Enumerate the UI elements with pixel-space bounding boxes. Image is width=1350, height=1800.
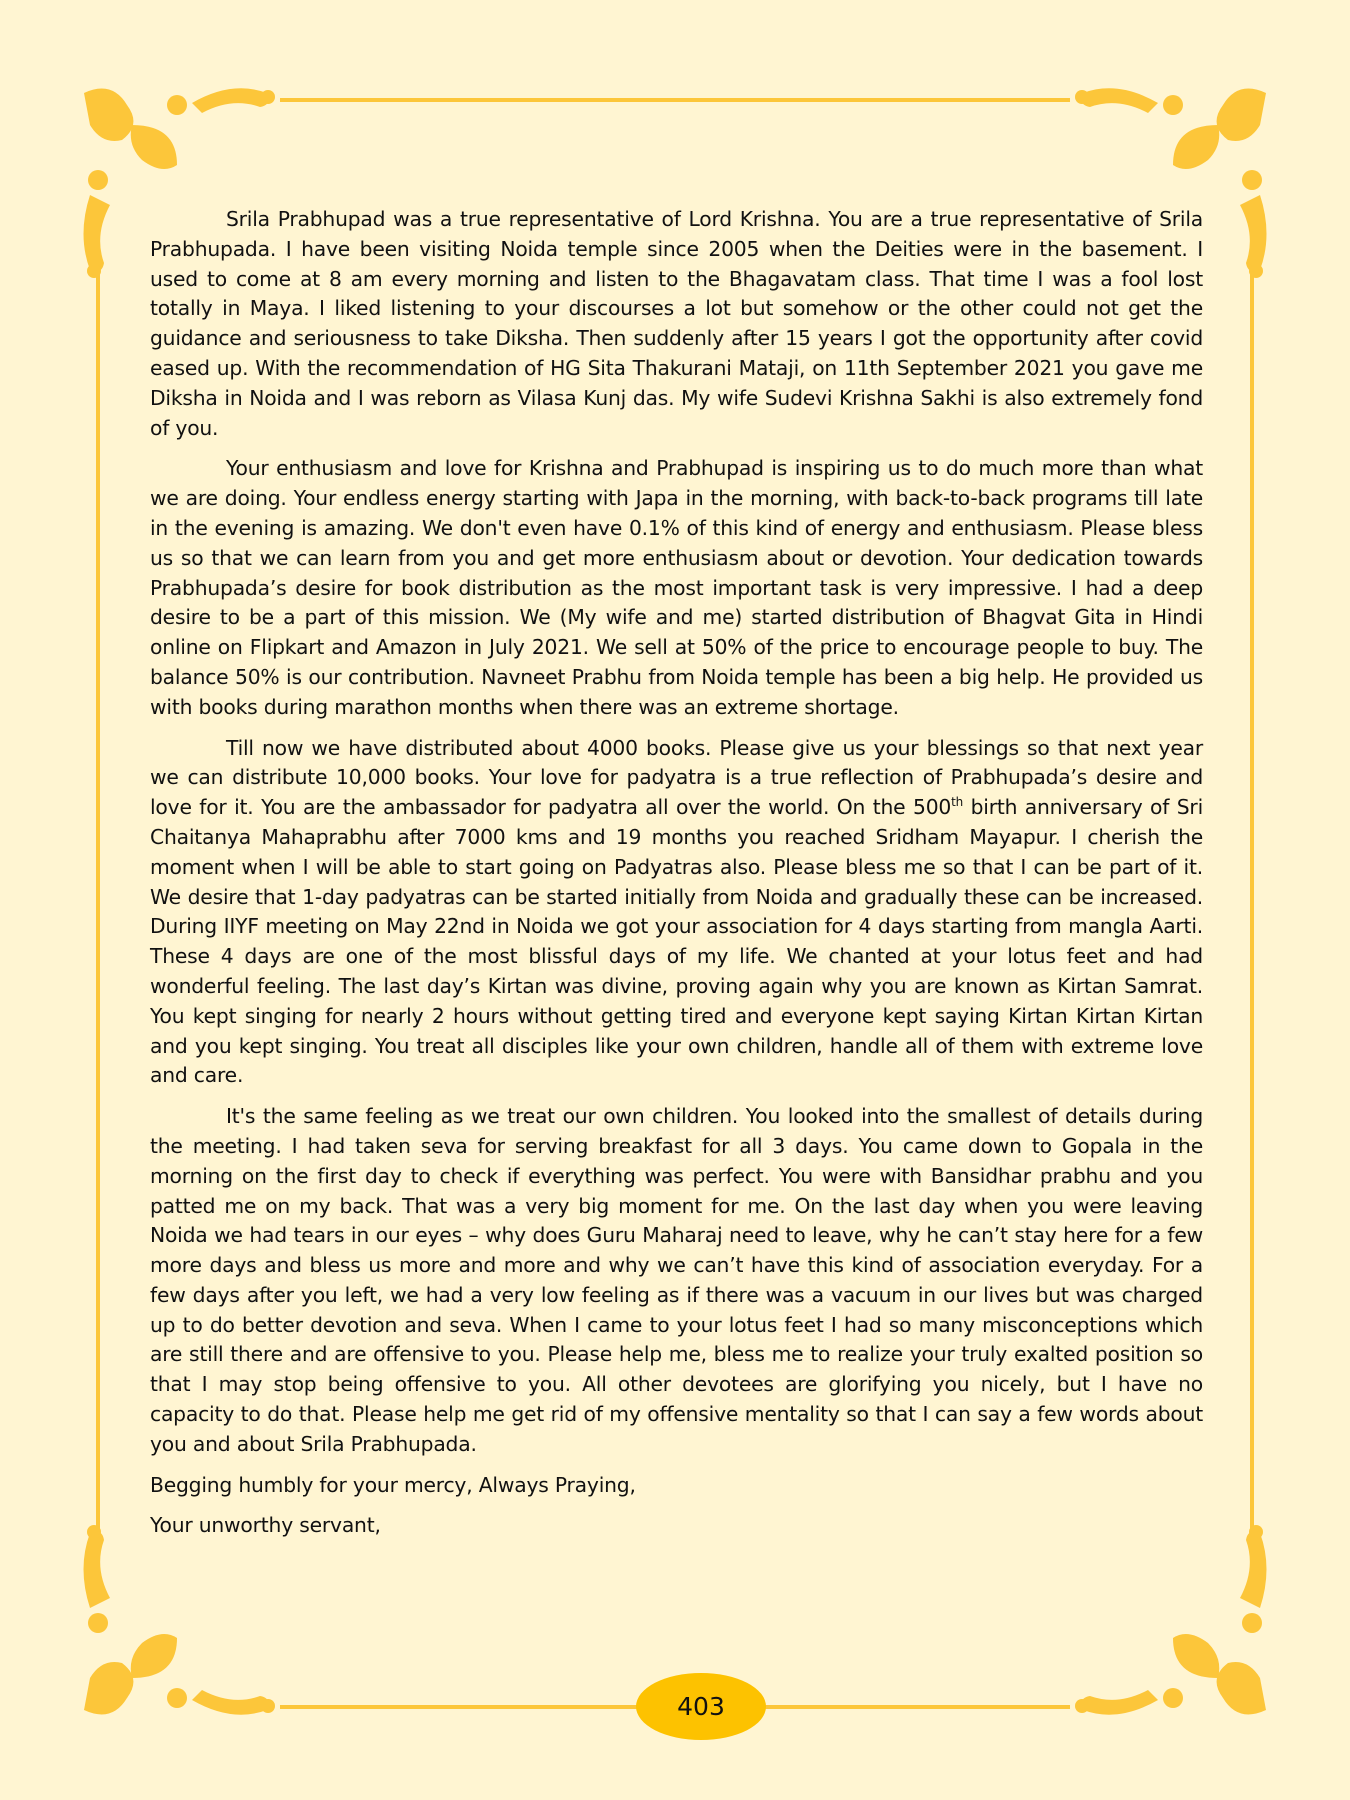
- paragraph: It's the same feeling as we treat our own children. You looked into the smallest of details during the meeting. I had taken seva for serving breakfast for all 3 days. You came down to Gopala in the morning on the first day to check if everything was perfect. You were with Bansidhar prabhu and you patted me on my back. That was a very big moment for me. On the last day when you were leaving Noida we had tears in our eyes – why does Guru Maharaj need to leave, why he can’t stay here for a few more days and bless us more and more and why we can’t have this kind of association everyday. For a few days after you left, we had a very low feeling as if there was a vacuum in our lives but was charged up to do better devotion and seva. When I came to your lotus feet I had so many misconceptions which are still there and are offensive to you. Please help me, bless me to realize your truly exalted position so that I may stop being offensive to you. All other devotees are glorifying you nicely, but I have no capacity to do that. Please help me get rid of my offensive mentality so that I can say a few words about you and about Srila Prabhupada.: [150, 1104, 1203, 1456]
- paragraph-text: birth anniversary of Sri Chaitanya Mahaprabhu after 7000 kms and 19 months you reached Sridham Mayapur. I cherish the moment when I will be able to start going on Padyatras also. Please bless me so that I can be part of it. We desire that 1-day padyatras can be started initially from Noida and gradually these can be increased. During IIYF meeting on May 22nd in Noida we got your association for 4 days starting from mangla Aarti. These 4 days are one of the most blissful days of my life. We chanted at your lotus feet and had wonderful feeling. The last day’s Kirtan was divine, proving again why you are known as Kirtan Samrat. You kept singing for nearly 2 hours without getting tired and everyone kept saying Kirtan Kirtan Kirtan and you kept singing. You treat all disciples like your own children, handle all of them with extreme love and care.: [150, 795, 1203, 1088]
- signoff-line: Your unworthy servant,: [150, 1513, 381, 1538]
- closing-line: Begging humbly for your mercy, Always Praying,: [150, 1472, 636, 1497]
- page-number: 403: [677, 1692, 725, 1721]
- border-bottom-left: [280, 1705, 640, 1709]
- border-left: [96, 272, 100, 1534]
- paragraph: [150, 734, 1203, 1092]
- ordinal-suffix: th: [951, 795, 964, 810]
- paragraph-text: Till now we have distributed about 4000 books. Please give us your blessings so that next year we can distribute 10,000 books. Your love for padyatra is a true reflection of Prabhupada’s desire and love for it. You are the ambassador for padyatra all over the world. On the 500: [150, 735, 1203, 820]
- border-top: [280, 98, 1070, 102]
- letter-body: [150, 205, 1203, 1552]
- paragraph: Srila Prabhupad was a true representative of Lord Krishna. You are a true representative of Srila Prabhupada. I have been visiting Noida temple since 2005 when the Deities were in the basement. I used to come at 8 am every morning and listen to the Bhagavatam class. That time I was a fool lost totally in Maya. I liked listening to your discourses a lot but somehow or the other could not get the guidance and seriousness to take Diksha. Then suddenly after 15 years I got the opportunity after covid eased up. With the recommendation of HG Sita Thakurani Mataji, on 11th September 2021 you gave me Diksha in Noida and I was reborn as Vilasa Kunj das. My wife Sudevi Krishna Sakhi is also extremely fond of you.: [150, 207, 1203, 440]
- border-right: [1250, 272, 1254, 1534]
- border-bottom-right: [762, 1705, 1070, 1709]
- page-number-badge: [636, 1673, 766, 1740]
- paragraph: Your enthusiasm and love for Krishna and Prabhupad is inspiring us to do much more than what we are doing. Your endless energy starting with Japa in the morning, with back-to-back programs till late in the evening is amazing. We don't even have 0.1% of this kind of energy and enthusiasm. Please bless us so that we can learn from you and get more enthusiasm about or devotion. Your dedication towards Prabhupada’s desire for book distribution as the most important task is very impressive. I had a deep desire to be a part of this mission. We (My wife and me) started distribution of Bhagvat Gita in Hindi online on Flipkart and Amazon in July 2021. We sell at 50% of the price to encourage people to buy. The balance 50% is our contribution. Navneet Prabhu from Noida temple has been a big help. He provided us with books during marathon months when there was an extreme shortage.: [150, 456, 1203, 719]
